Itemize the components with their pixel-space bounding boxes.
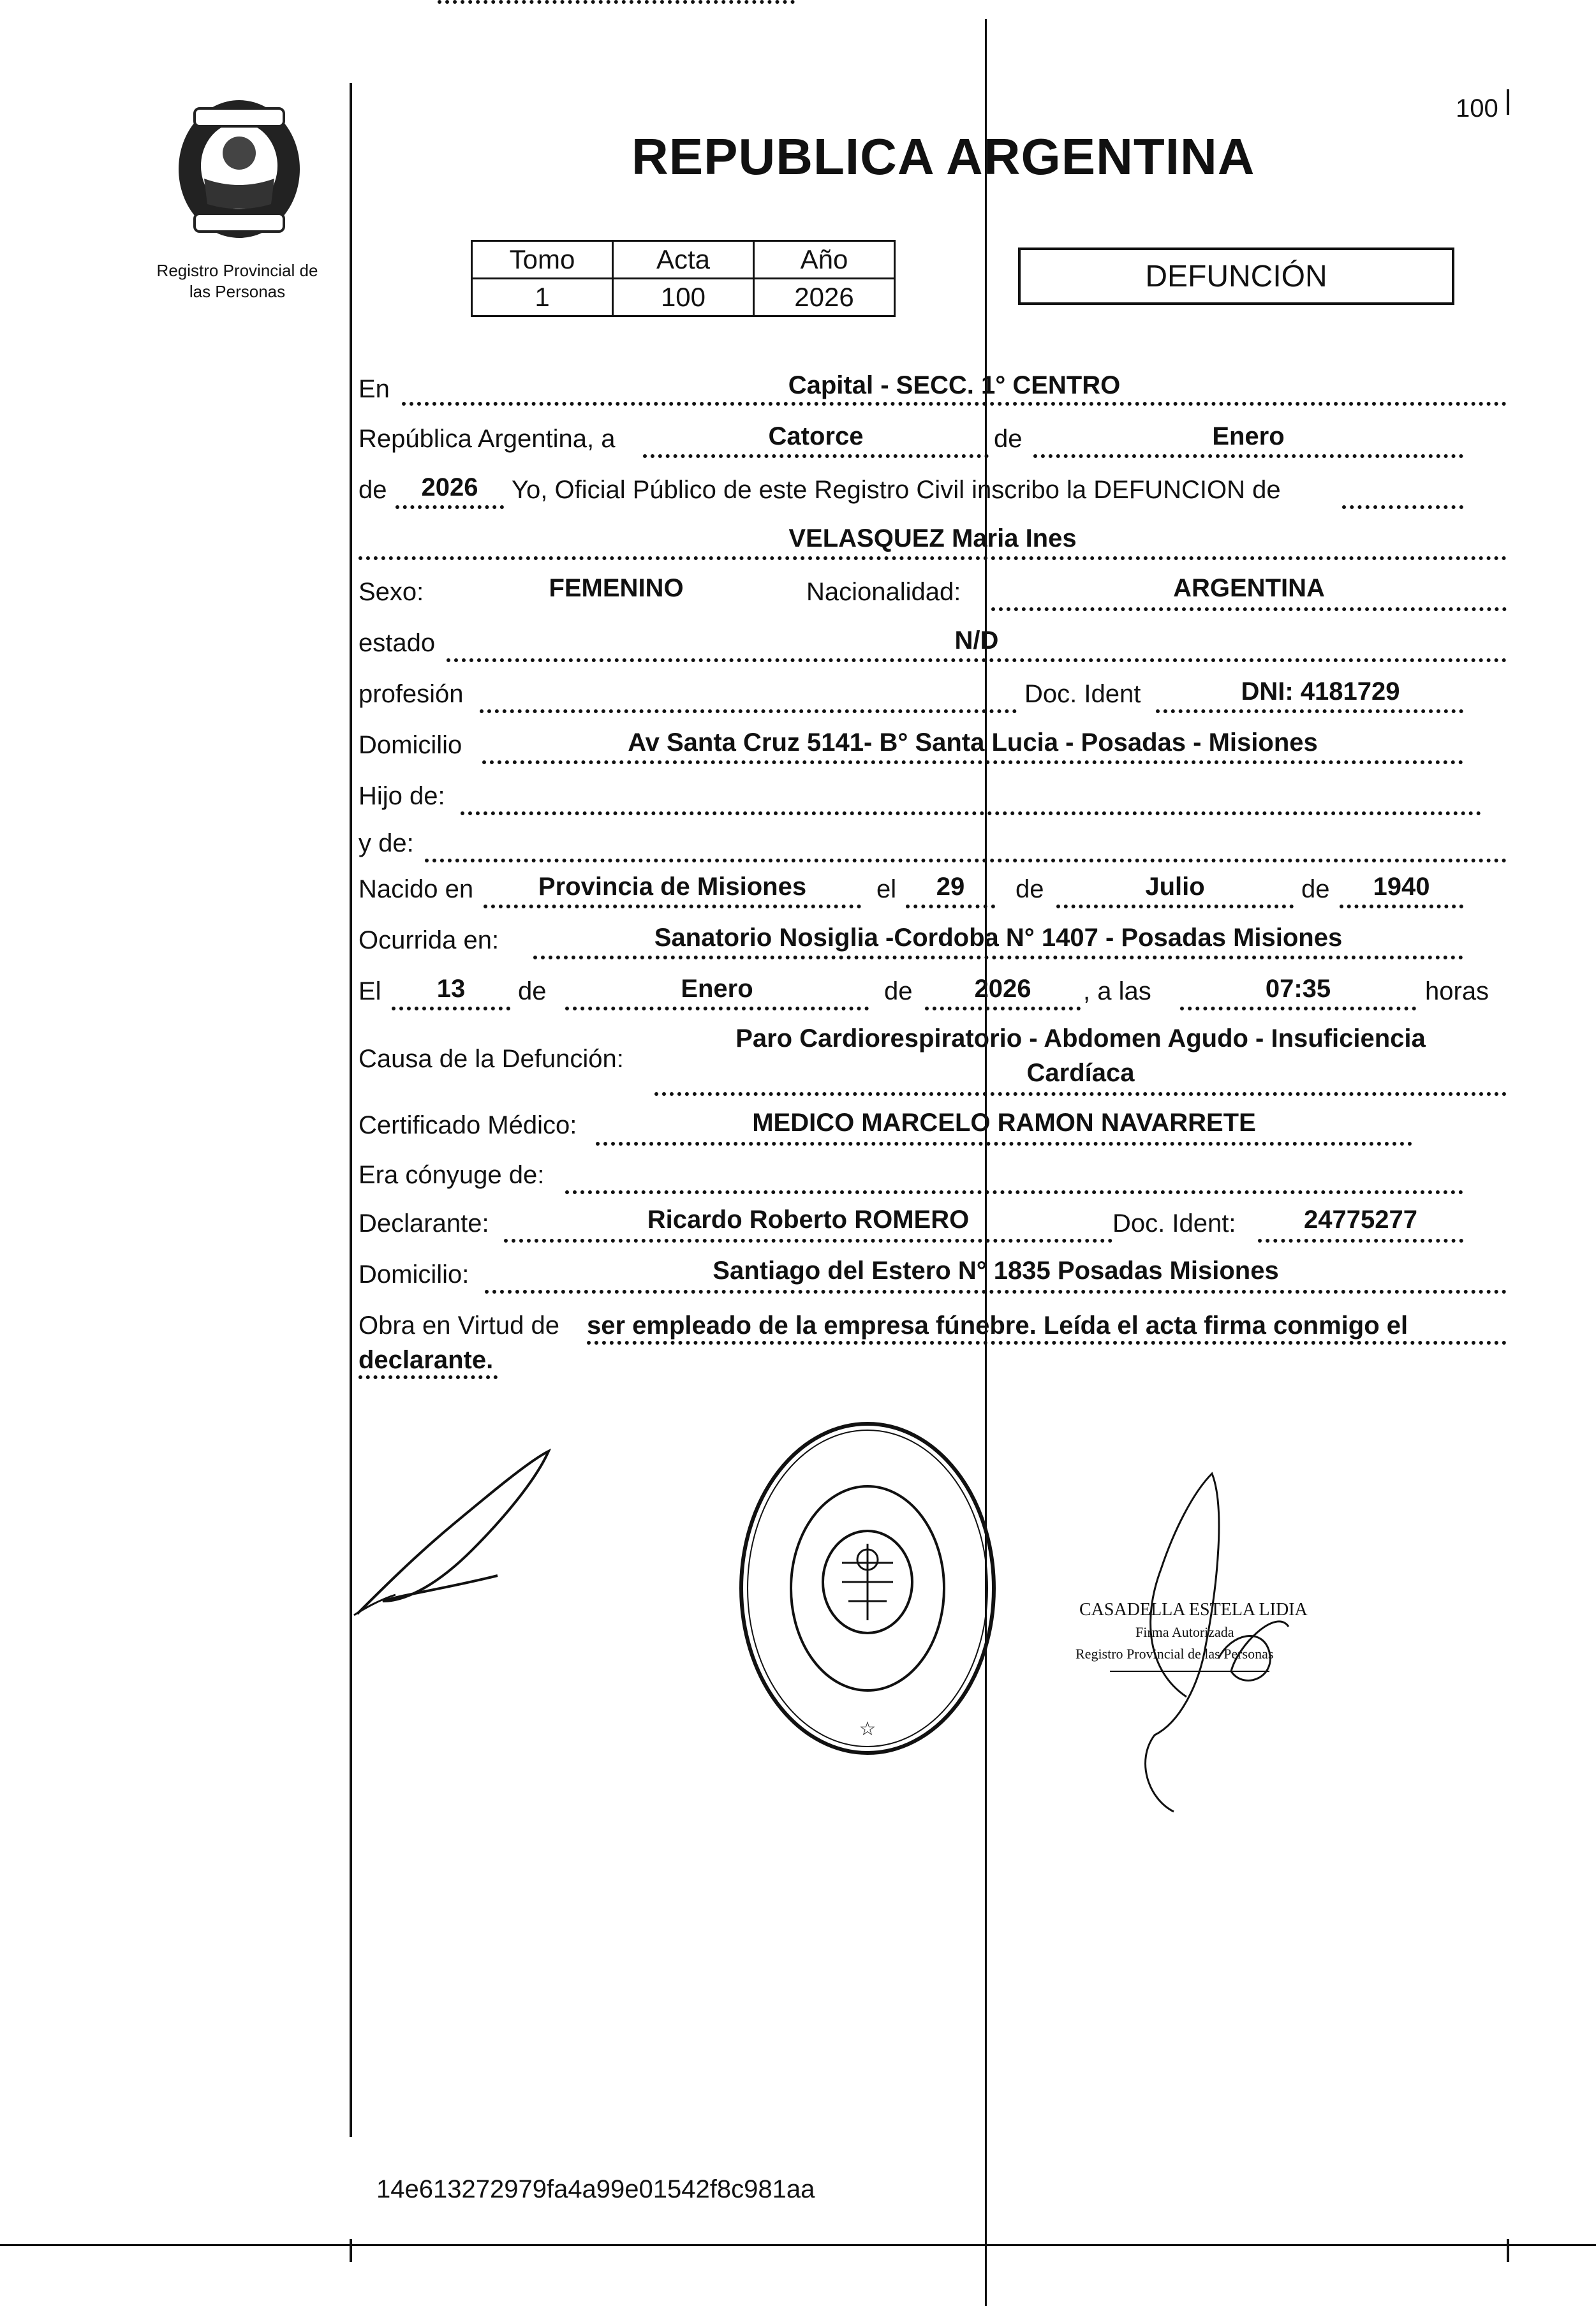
dots-certificado [596,1142,1412,1146]
value-causa-line-2: Cardíaca [1026,1059,1135,1087]
declarant-signature-icon [344,1442,587,1633]
bottom-tick-left [350,2239,352,2262]
label-domicilio: Domicilio [358,731,462,759]
header-acta: Acta [613,241,754,279]
dots-declarante [504,1239,1112,1243]
registry-name [142,260,333,302]
value-sexo: FEMENINO [549,574,684,602]
dots-def-mes [565,1007,869,1010]
label-de-nac-2: de [1301,875,1330,903]
dots-estado [447,658,1507,662]
document-hash: 14e613272979fa4a99e01542f8c981aa [376,2175,815,2203]
dots-ocurrida-en [533,956,1463,959]
value-def-anio: 2026 [974,975,1031,1003]
page-title: REPUBLICA ARGENTINA [632,128,1255,185]
label-de-nac-1: de [1016,875,1044,903]
dots-conyuge [565,1190,1463,1194]
misiones-coat-of-arms-icon [166,89,313,249]
value-nombre: VELASQUEZ Maria Ines [788,524,1077,552]
dots-nacido-en [484,905,861,908]
label-doc-ident: Doc. Ident [1024,680,1141,708]
label-a-las: , a las [1083,977,1151,1005]
value-domicilio: Av Santa Cruz 5141- B° Santa Lucia - Posadas - Misiones [628,728,1318,757]
center-fold-line [985,19,987,2306]
label-hijo-de: Hijo de: [358,782,445,810]
stamp-line-3: Registro Provincial de las Personas [1075,1646,1274,1662]
label-profesion: profesión [358,680,464,708]
label-el-nac: el [876,875,897,903]
label-declarante: Declarante: [358,1209,489,1238]
value-nac-mes: Julio [1145,873,1205,901]
label-estado: estado [358,629,436,657]
value-def-hora: 07:35 [1265,975,1331,1003]
value-obra-line-1: ser empleado de la empresa fúnebre. Leída el acta firma conmigo el [587,1312,1408,1340]
value-nac-dia: 29 [936,873,965,901]
page-number: 100 [1456,94,1498,122]
label-nacido-en: Nacido en [358,875,474,903]
dots-nac-anio [1340,905,1463,908]
dots-def-hora [1180,1007,1416,1010]
registry-seal-icon [734,1416,1001,1761]
dots-def-dia [392,1007,510,1010]
stamp-line-2: Firma Autorizada [1135,1624,1234,1640]
value-acta: 100 [613,279,754,316]
dots-mes [1033,454,1463,458]
value-lugar: Capital - SECC. 1° CENTRO [788,371,1121,399]
value-anio: 2026 [421,473,478,501]
value-def-mes: Enero [681,975,753,1003]
label-yo-oficial: Yo, Oficial Público de este Registro Civil inscribo la DEFUNCION de [512,476,1281,504]
value-dni: DNI: 4181729 [1241,677,1400,706]
value-anio: 2026 [754,279,895,316]
tomo-acta-anio-table [471,240,896,317]
label-causa: Causa de la Defunción: [358,1045,624,1073]
dots-dni [1156,709,1463,713]
value-obra-line-2: declarante. [358,1346,494,1374]
label-sexo: Sexo: [358,578,424,606]
label-ocurrida-en: Ocurrida en: [358,926,499,954]
registry-line-1: Registro Provincial de [156,261,318,280]
dots-y-de [425,859,1507,862]
dots-def-anio [925,1007,1081,1010]
dots-obra-2 [358,1375,498,1379]
header-anio: Año [754,241,895,279]
dots-nacionalidad [991,607,1507,611]
dots-hijo-de [461,811,1481,815]
dots-dia-letras [643,454,989,458]
dots-nac-mes [1056,905,1294,908]
label-el: El [358,977,381,1005]
label-conyuge: Era cónyuge de: [358,1161,545,1189]
value-ocurrida-en: Sanatorio Nosiglia -Cordoba N° 1407 - Posadas Misiones [654,924,1343,952]
registry-line-2: las Personas [189,281,286,301]
dots-profesion [480,709,1017,713]
table-header-row [472,241,895,279]
value-def-dia: 13 [436,975,466,1003]
label-nacionalidad: Nacionalidad: [806,578,961,606]
dots-domicilio-2 [485,1290,1507,1294]
dots-nombre [358,556,1507,560]
dots-declarante-doc [1258,1239,1463,1243]
dots-domicilio [482,760,1463,764]
label-de-1: de [994,425,1023,453]
value-nacionalidad: ARGENTINA [1173,574,1325,602]
label-obra: Obra en Virtud de [358,1312,560,1340]
label-republica: República Argentina, a [358,425,616,453]
value-nac-anio: 1940 [1373,873,1430,901]
stamp-line-1: CASADELLA ESTELA LIDIA [1079,1600,1308,1620]
label-de-def-2: de [884,977,913,1005]
value-nacido-en: Provincia de Misiones [538,873,807,901]
svg-text:☆: ☆ [859,1718,876,1740]
dots-en [402,402,1507,406]
label-certificado: Certificado Médico: [358,1111,577,1139]
bottom-rule [0,2244,1596,2246]
dots-nac-dia [906,905,995,908]
dots-causa [654,1092,1507,1096]
bottom-tick-right [1507,2239,1509,2262]
label-doc-ident-2: Doc. Ident: [1112,1209,1236,1238]
value-dia-letras: Catorce [768,422,864,450]
value-declarante: Ricardo Roberto ROMERO [647,1206,970,1234]
value-causa-line-1: Paro Cardiorespiratorio - Abdomen Agudo - Insuficiencia [735,1024,1426,1053]
table-value-row [472,279,895,316]
dots-sexo [438,0,795,4]
document-type-box: DEFUNCIÓN [1018,248,1454,305]
value-declarante-doc: 24775277 [1304,1206,1417,1234]
label-de-def-1: de [518,977,547,1005]
label-y-de: y de: [358,829,414,857]
dots-after-yo [1342,505,1463,509]
value-certificado: MEDICO MARCELO RAMON NAVARRETE [752,1109,1256,1137]
value-mes: Enero [1212,422,1285,450]
value-tomo: 1 [472,279,613,316]
label-horas: horas [1425,977,1489,1005]
dots-anio [395,505,504,509]
dots-obra-1 [587,1341,1507,1345]
header-tomo: Tomo [472,241,613,279]
value-estado: N/D [954,626,999,654]
label-domicilio-2: Domicilio: [358,1260,469,1289]
left-margin-line [350,83,352,2137]
label-de-2: de [358,476,387,504]
label-en: En [358,375,390,403]
value-declarante-domicilio: Santiago del Estero N° 1835 Posadas Misiones [713,1257,1279,1285]
right-margin-line [1507,89,1509,115]
